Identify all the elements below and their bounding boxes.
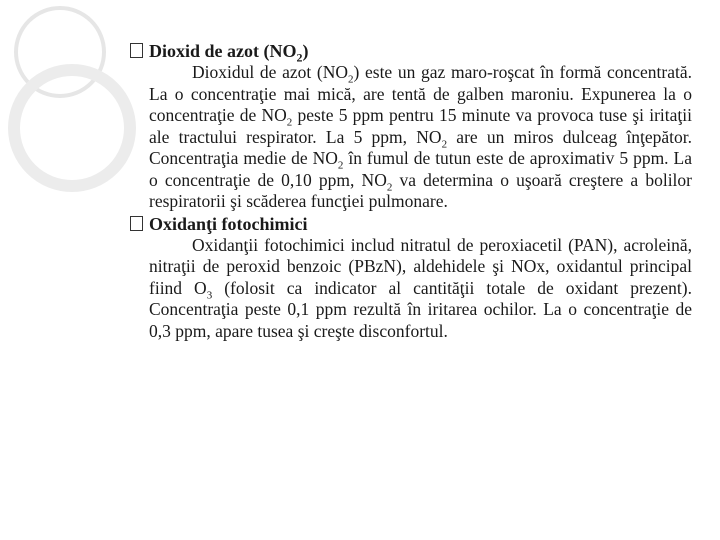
- decorative-circles: [0, 0, 140, 260]
- heading-text: Oxidanţi fotochimici: [149, 213, 308, 234]
- bullet-box-icon: [130, 216, 143, 231]
- heading-oxidants: [130, 213, 692, 235]
- slide-content: [130, 40, 692, 342]
- paragraph-oxidants: Oxidanţii fotochimici includ nitratul de peroxiacetil (PAN), acroleină, nitraţii de peroxid benzoic (PBzN), aldehidele şi NOx, oxidantul principal fiind $O_3$ (folosit ca indicator al cantităţii totale de oxidant prezent). Concentraţia peste 0,1 ppm rezultă în iritarea ochilor. La o concentraţie de 0,3 ppm, apare tusea şi creşte disconfortul.: [149, 234, 692, 341]
- heading-text: Dioxid de azot $(NO_2)$: [149, 41, 309, 65]
- heading-no2: [130, 40, 692, 65]
- bullet-box-icon: [130, 43, 143, 58]
- paragraph-no2: Dioxidul de azot $(NO_2)$ este un gaz maro-roşcat în formă concentrată. La o concentraţie mai mică, are tentă de galben maroniu. Expunerea la o concentraţie de $NO_2$ peste 5 ppm pentru 15 minute va provoca tuse şi iritaţii ale tractului respirator. La 5 ppm, $NO_2$ are un miros dulceag înţepător. Concentraţia medie de $NO_2$ în fumul de tutun este de aproximativ 5 ppm. La o concentraţie de 0,10 ppm, $NO_2$ va determina o uşoară creştere a bolilor respiratorii şi scăderea funcţiei pulmonare.: [149, 62, 693, 211]
